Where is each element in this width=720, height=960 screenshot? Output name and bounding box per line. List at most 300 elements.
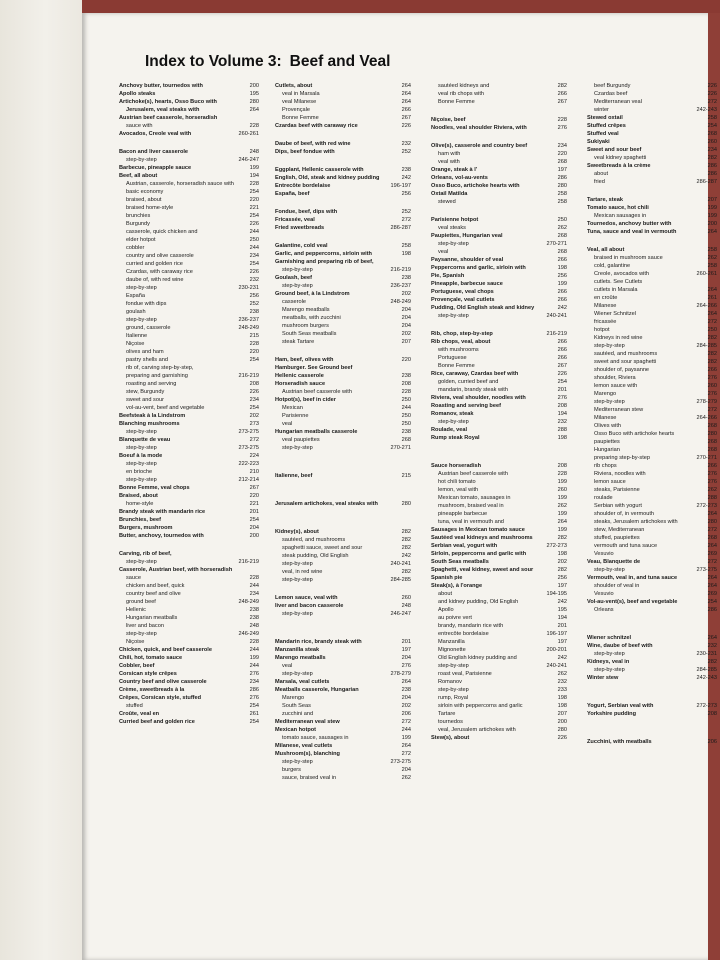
entry-text: step-by-step: [282, 577, 313, 583]
entry-text: Jerusalem artichokes, veal steaks with: [275, 501, 378, 507]
entry-page: 238: [401, 373, 411, 379]
index-spacer: [275, 508, 411, 518]
entry-text: roast veal, Parisienne: [438, 671, 492, 677]
entry-text: Winter stew: [587, 675, 619, 681]
entry-text: Sweet and sour beef: [587, 147, 642, 153]
index-spacer: [587, 186, 717, 196]
entry-page: 270-271: [546, 241, 567, 247]
index-entry: [431, 304, 567, 312]
entry-page: 232: [557, 419, 567, 425]
entry-page: 234: [557, 143, 567, 149]
entry-text: lemon sauce: [594, 479, 626, 485]
entry-page: 264: [707, 511, 717, 517]
index-spacer: [119, 138, 259, 148]
entry-page: 226: [707, 83, 717, 89]
entry-text: Italienne: [126, 333, 148, 339]
entry-text: vermouth and tuna sauce: [594, 543, 658, 549]
entry-text: Sausages in Mexican tomato sauce: [431, 527, 525, 533]
entry-page: 196-197: [390, 183, 411, 189]
entry-page: 226: [557, 735, 567, 741]
entry-page: 242-243: [696, 675, 717, 681]
entry-text: Avocados, Creole veal with: [119, 131, 192, 137]
entry-page: 201: [557, 387, 567, 393]
entry-text: Vol-au-vent(s), beef and vegetable: [587, 599, 678, 605]
entry-text: step-by-step: [438, 241, 469, 247]
entry-text: step-by-step: [594, 667, 625, 673]
entry-text: Hellenic casserole: [275, 373, 324, 379]
entry-text: meatballs, with zucchini: [282, 315, 341, 321]
entry-page: 207: [401, 339, 411, 345]
index-spacer: [275, 480, 411, 490]
entry-page: 286: [707, 163, 717, 169]
entry-page: 220: [401, 357, 411, 363]
entry-page: 198: [557, 265, 567, 271]
entry-page: 226: [249, 269, 259, 275]
entry-text: Pie, Spanish: [431, 273, 465, 279]
entry-page: 276: [707, 471, 717, 477]
entry-page: 196-197: [546, 631, 567, 637]
entry-text: Hellenic: [126, 607, 146, 613]
entry-page: 228: [249, 181, 259, 187]
entry-page: 270-271: [390, 445, 411, 451]
index-entry: [431, 694, 567, 702]
entry-text: Orleans, vol-au-vents: [431, 175, 488, 181]
entry-text: shoulder of veal in: [594, 583, 640, 589]
entry-text: Tuna, sauce and veal in vermouth: [587, 229, 677, 235]
entry-text: Fried sweetbreads: [275, 225, 325, 231]
entry-page: 244: [249, 229, 259, 235]
entry-text: Manzanilla steak: [275, 647, 320, 653]
index-spacer: [275, 584, 411, 594]
entry-page: 201: [401, 639, 411, 645]
entry-text: Butter, anchovy, tournedos with: [119, 533, 204, 539]
entry-text: Vesuvio: [594, 551, 614, 557]
index-entry: [587, 204, 717, 212]
entry-page: 244: [401, 727, 411, 733]
entry-page: 272: [707, 527, 717, 533]
entry-text: stew, Burgundy: [126, 389, 165, 395]
entry-page: 244: [249, 245, 259, 251]
index-spacer: [275, 156, 411, 166]
entry-text: Wiener Schnitzel: [594, 311, 636, 317]
index-entry: [119, 622, 259, 630]
entry-page: 221: [249, 205, 259, 211]
entry-page: 197: [557, 583, 567, 589]
entry-page: 264: [401, 91, 411, 97]
index-entry: [587, 502, 717, 510]
index-entry: [587, 558, 717, 566]
entry-page: 272: [707, 319, 717, 325]
title-main: Index to Volume 3:: [145, 53, 282, 70]
index-spacer: [587, 728, 717, 738]
index-entry: [587, 454, 717, 462]
entry-page: 262: [401, 775, 411, 781]
entry-text: Manzanilla: [438, 639, 465, 645]
index-entry: [587, 598, 717, 606]
index-entry: [275, 298, 411, 306]
entry-text: Paupiettes, Hungarian veal: [431, 233, 503, 239]
entry-page: 204: [249, 525, 259, 531]
index-entry: [275, 528, 411, 536]
entry-page: 282: [707, 155, 717, 161]
entry-page: 264: [707, 575, 717, 581]
index-entry: [275, 90, 411, 98]
entry-text: pastry shells and: [126, 357, 168, 363]
index-entry: [119, 500, 259, 508]
index-entry: [431, 280, 567, 288]
index-entry: [275, 404, 411, 412]
index-entry: [275, 258, 411, 266]
index-entry: [431, 734, 567, 742]
entry-text: Vesuvio: [594, 591, 614, 597]
entry-text: step-by-step: [126, 157, 157, 163]
entry-page: 248: [249, 149, 259, 155]
entry-text: veal steaks: [438, 225, 466, 231]
entry-page: 280: [557, 183, 567, 189]
entry-page: 226: [249, 221, 259, 227]
index-entry: [431, 232, 567, 240]
book-cover-left: [0, 0, 82, 960]
index-entry: [119, 114, 259, 122]
index-entry: [275, 544, 411, 552]
entry-page: 282: [557, 83, 567, 89]
index-entry: [275, 388, 411, 396]
index-spacer: [275, 618, 411, 628]
entry-text: elder hotpot: [126, 237, 156, 243]
entry-page: 204: [401, 315, 411, 321]
entry-text: South Seas: [282, 703, 311, 709]
entry-text: Eggplant, Hellenic casserole with: [275, 167, 364, 173]
entry-text: Czardas beef: [594, 91, 628, 97]
entry-text: Rib chops, veal, about: [431, 339, 491, 345]
entry-text: lemon sauce with: [594, 383, 638, 389]
entry-text: winter: [594, 107, 609, 113]
index-entry: [587, 342, 717, 350]
entry-page: 210: [249, 469, 259, 475]
entry-page: 207: [557, 711, 567, 717]
entry-page: 238: [401, 275, 411, 281]
entry-page: 268: [707, 447, 717, 453]
entry-text: Serbian veal, yogurt with: [431, 543, 498, 549]
index-entry: [587, 590, 717, 598]
index-entry: [431, 98, 567, 106]
entry-text: Daube of beef, with red wine: [275, 141, 351, 147]
entry-page: 230-231: [696, 651, 717, 657]
entry-page: 201: [249, 509, 259, 515]
entry-page: 244: [249, 583, 259, 589]
entry-page: 224: [249, 453, 259, 459]
entry-text: Stuffed veal: [587, 131, 619, 137]
index-entry: [275, 282, 411, 290]
entry-page: 272: [707, 99, 717, 105]
index-entry: [275, 710, 411, 718]
entry-text: step-by-step: [126, 317, 157, 323]
entry-text: Romanov, steak: [431, 411, 474, 417]
entry-text: sauce with: [126, 123, 153, 129]
entry-page: 276: [707, 479, 717, 485]
entry-text: Sweetbreads à la crème: [587, 163, 651, 169]
index-entry: [431, 590, 567, 598]
index-entry: [119, 516, 259, 524]
index-entry: [587, 382, 717, 390]
index-entry: [119, 340, 259, 348]
index-entry: [119, 308, 259, 316]
entry-page: 242: [557, 655, 567, 661]
entry-text: and kidney pudding, Old English: [438, 599, 519, 605]
entry-page: 264: [707, 635, 717, 641]
entry-page: 232: [557, 679, 567, 685]
index-entry: [275, 568, 411, 576]
index-entry: [431, 166, 567, 174]
entry-page: 272: [249, 437, 259, 443]
entry-page: 260: [401, 595, 411, 601]
index-entry: [119, 388, 259, 396]
index-entry: [275, 314, 411, 322]
entry-page: 232: [401, 141, 411, 147]
index-entry: [431, 566, 567, 574]
entry-page: 226: [249, 389, 259, 395]
index-entry: [119, 558, 259, 566]
entry-page: 269: [707, 551, 717, 557]
index-spacer: [587, 692, 717, 702]
index-entry: [587, 406, 717, 414]
entry-text: Rib, chop, step-by-step: [431, 331, 493, 337]
entry-text: sautéed, and mushrooms: [282, 537, 346, 543]
entry-page: 258: [707, 263, 717, 269]
index-entry: [119, 638, 259, 646]
entry-page: 246-249: [238, 631, 259, 637]
entry-text: Mignonette: [438, 647, 466, 653]
index-entry: [587, 478, 717, 486]
entry-page: 197: [557, 639, 567, 645]
index-entry: [587, 674, 717, 682]
entry-text: step-by-step: [282, 671, 313, 677]
entry-text: Olive(s), casserole and country beef: [431, 143, 528, 149]
entry-text: Bonne Femme: [438, 363, 475, 369]
entry-page: 267: [401, 115, 411, 121]
entry-page: 202: [401, 291, 411, 297]
entry-page: 202: [557, 559, 567, 565]
entry-page: 254: [249, 213, 259, 219]
index-entry: [119, 284, 259, 292]
entry-page: 266: [557, 355, 567, 361]
entry-text: step-by-step: [438, 419, 469, 425]
index-entry: [587, 542, 717, 550]
entry-page: 286-287: [390, 225, 411, 231]
entry-text: Vermouth, veal in, and tuna sauce: [587, 575, 678, 581]
index-entry: [275, 758, 411, 766]
index-entry: [119, 444, 259, 452]
entry-text: casserole: [282, 299, 306, 305]
entry-text: Tartare: [438, 711, 456, 717]
entry-text: Czardas, with caraway rice: [126, 269, 193, 275]
entry-page: 201: [557, 623, 567, 629]
entry-page: 261: [707, 295, 717, 301]
index-spacer: [275, 130, 411, 140]
entry-page: 208: [249, 381, 259, 387]
index-entry: [275, 122, 411, 130]
entry-page: 264: [707, 287, 717, 293]
index-entry: [587, 710, 717, 718]
entry-text: Tartare, steak: [587, 197, 623, 203]
entry-page: 254: [249, 517, 259, 523]
index-column-2: [275, 82, 411, 782]
entry-page: 198: [401, 251, 411, 257]
entry-text: Country beef and olive casserole: [119, 679, 207, 685]
entry-text: veal Milanese: [282, 99, 317, 105]
index-entry: [587, 154, 717, 162]
index-entry: [275, 174, 411, 182]
entry-text: Osso Buco, artichoke hearts with: [431, 183, 520, 189]
index-entry: [587, 738, 717, 746]
entry-page: 269: [707, 591, 717, 597]
entry-text: Croûte, veal en: [119, 711, 160, 717]
entry-page: 267: [249, 485, 259, 491]
entry-page: 228: [249, 123, 259, 129]
entry-page: 250: [557, 217, 567, 223]
index-entry: [119, 396, 259, 404]
entry-text: spaghetti sauce, sweet and sour: [282, 545, 363, 551]
index-entry: [431, 718, 567, 726]
index-page: [82, 13, 717, 960]
entry-page: 216-219: [238, 373, 259, 379]
entry-text: Ground beef, à la Lindstrom: [275, 291, 350, 297]
entry-text: Portuguese, veal chops: [431, 289, 494, 295]
entry-page: 254: [249, 703, 259, 709]
entry-text: veal kidney spaghetti: [594, 155, 647, 161]
index-entry: [119, 292, 259, 300]
index-entry: [431, 542, 567, 550]
entry-text: sweet and sour spaghetti: [594, 359, 657, 365]
entry-text: Austrian beef casserole, horseradish: [119, 115, 218, 121]
entry-text: roasting and serving: [126, 381, 177, 387]
index-entry: [431, 654, 567, 662]
entry-text: Roulade, veal: [431, 427, 468, 433]
index-entry: [587, 220, 717, 228]
index-entry: [119, 662, 259, 670]
entry-text: ham with: [438, 151, 461, 157]
entry-page: 266: [557, 339, 567, 345]
index-entry: [431, 142, 567, 150]
entry-page: 208: [557, 463, 567, 469]
entry-page: 240-241: [390, 561, 411, 567]
index-entry: [431, 256, 567, 264]
entry-text: Barbecue, pineapple sauce: [119, 165, 192, 171]
index-entry: [275, 686, 411, 694]
entry-text: Czardas beef with caraway rice: [275, 123, 358, 129]
entry-page: 267: [557, 99, 567, 105]
entry-text: shoulder of, paysanne: [594, 367, 650, 373]
index-entry: [275, 412, 411, 420]
entry-page: 242: [401, 553, 411, 559]
entry-text: Dips, beef fondue with: [275, 149, 335, 155]
entry-text: step-by-step: [282, 445, 313, 451]
entry-page: 276: [401, 663, 411, 669]
entry-page: 264: [401, 743, 411, 749]
entry-page: 284-285: [390, 577, 411, 583]
index-entry: [587, 278, 717, 286]
index-entry: [119, 148, 259, 156]
index-entry: [587, 666, 717, 674]
index-entry: [587, 358, 717, 366]
index-entry: [431, 502, 567, 510]
entry-page: 246-247: [238, 157, 259, 163]
entry-text: Stuffed crêpes: [587, 123, 626, 129]
entry-text: preparing step-by-step: [594, 455, 650, 461]
entry-text: step-by-step: [282, 561, 313, 567]
entry-page: 238: [249, 607, 259, 613]
entry-text: Stew(s), about: [431, 735, 470, 741]
entry-page: 273-275: [390, 759, 411, 765]
entry-text: Tournedos, anchovy butter with: [587, 221, 672, 227]
entry-page: 234: [249, 591, 259, 597]
entry-page: 226: [707, 91, 717, 97]
index-entry: [587, 98, 717, 106]
index-entry: [119, 364, 259, 372]
index-entry: [275, 602, 411, 610]
index-column-3: [431, 82, 567, 742]
entry-text: Sukiyaki: [587, 139, 610, 145]
index-entry: [119, 436, 259, 444]
entry-page: 286: [707, 607, 717, 613]
entry-text: fondue with dips: [126, 301, 167, 307]
index-entry: [275, 638, 411, 646]
entry-text: with mushrooms: [438, 347, 479, 353]
entry-page: 258: [557, 191, 567, 197]
index-entry: [275, 372, 411, 380]
index-entry: [275, 98, 411, 106]
entry-page: 236-237: [390, 283, 411, 289]
index-entry: [431, 418, 567, 426]
index-entry: [431, 614, 567, 622]
entry-text: shoulder, Riviera: [594, 375, 636, 381]
entry-text: Entrecôte bordelaise: [275, 183, 331, 189]
index-entry: [119, 630, 259, 638]
page-title: [145, 53, 390, 71]
entry-text: about: [438, 591, 452, 597]
entry-text: Garlic, and peppercorns, sirloin with: [275, 251, 372, 257]
index-entry: [587, 106, 717, 114]
entry-text: step-by-step: [594, 343, 625, 349]
entry-text: veal: [282, 421, 293, 427]
index-entry: [587, 170, 717, 178]
index-entry: [275, 216, 411, 224]
entry-text: Veau, Blanquette de: [587, 559, 641, 565]
index-entry: [275, 166, 411, 174]
index-entry: [119, 130, 259, 138]
index-spacer: [587, 718, 717, 728]
entry-page: 268: [707, 535, 717, 541]
index-entry: [431, 82, 567, 90]
entry-page: 202: [401, 703, 411, 709]
entry-text: Fondue, beef, dips with: [275, 209, 338, 215]
entry-page: 252: [401, 149, 411, 155]
entry-page: 215: [401, 473, 411, 479]
entry-page: 280: [401, 501, 411, 507]
entry-text: Beef, all about: [119, 173, 158, 179]
index-entry: [431, 478, 567, 486]
entry-text: Apollo: [438, 607, 454, 613]
entry-page: 198: [557, 703, 567, 709]
entry-page: 264-266: [696, 415, 717, 421]
entry-text: country and olive casserole: [126, 253, 194, 259]
entry-page: 200: [249, 83, 259, 89]
entry-page: 268: [401, 437, 411, 443]
entry-page: 260: [707, 139, 717, 145]
entry-page: 199: [707, 213, 717, 219]
index-entry: [431, 410, 567, 418]
index-entry: [119, 372, 259, 380]
